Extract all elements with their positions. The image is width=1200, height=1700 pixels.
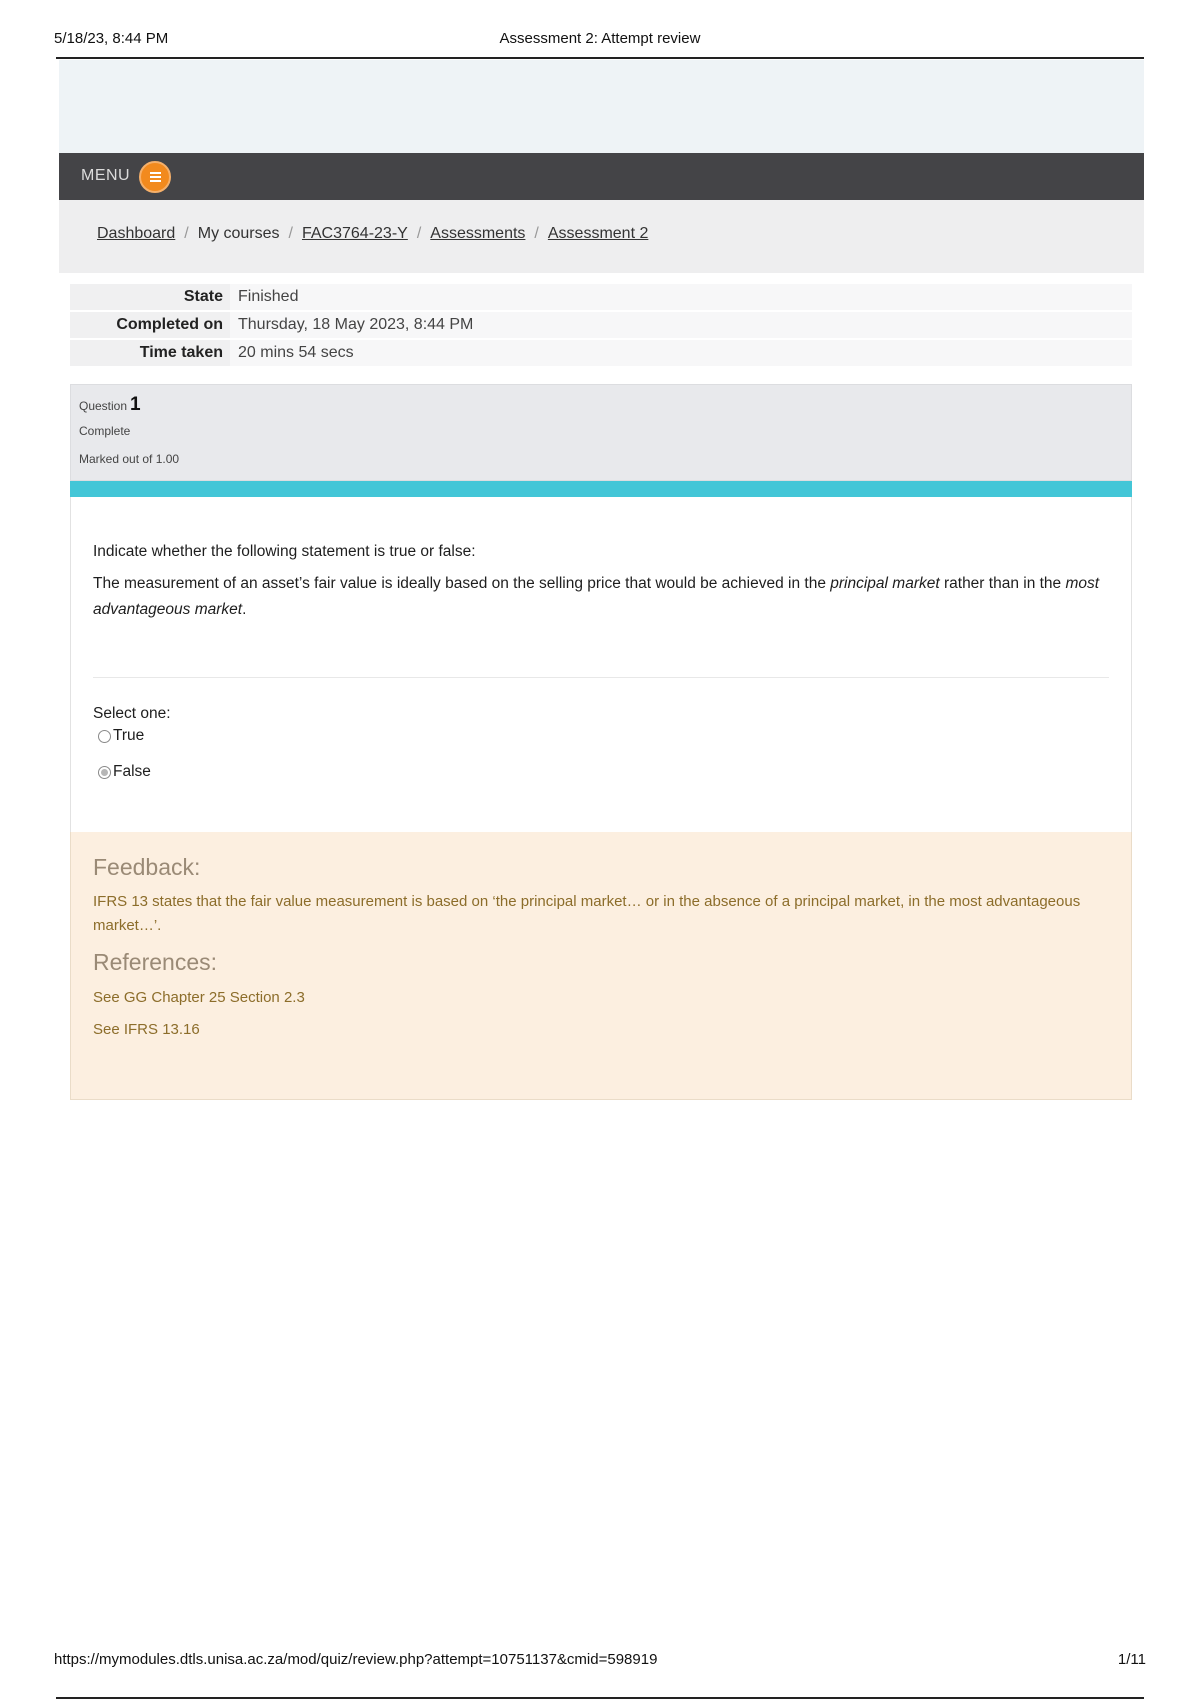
summary-label: State xyxy=(70,284,230,310)
question-statement: The measurement of an asset’s fair value is ideally based on the selling price that would be achieved in the principal market rather than in the most advantageous market. xyxy=(93,575,1100,618)
summary-value: Finished xyxy=(230,284,1132,310)
breadcrumb-separator: / xyxy=(534,225,539,242)
reference-item: See IFRS 13.16 xyxy=(93,1021,200,1038)
breadcrumb-separator: / xyxy=(288,225,293,242)
option-label: False xyxy=(113,763,151,780)
question-accent-bar xyxy=(70,481,1132,497)
summary-row-state xyxy=(70,284,1132,310)
reference-item: See GG Chapter 25 Section 2.3 xyxy=(93,989,305,1006)
feedback-heading: Feedback: xyxy=(93,854,201,880)
footer-rule xyxy=(56,1697,1144,1699)
breadcrumb-assessment-2[interactable]: Assessment 2 xyxy=(547,225,649,242)
print-header xyxy=(54,30,1146,52)
header-rule xyxy=(56,57,1144,59)
summary-row-completed-on xyxy=(70,312,1132,338)
question-number xyxy=(79,394,141,416)
breadcrumb-dashboard[interactable]: Dashboard xyxy=(97,225,176,242)
summary-value: 20 mins 54 secs xyxy=(230,340,1132,366)
print-title: Assessment 2: Attempt review xyxy=(499,30,701,47)
print-date: 5/18/23, 8:44 PM xyxy=(54,30,169,47)
option-false[interactable] xyxy=(98,763,151,781)
radio-true[interactable] xyxy=(98,730,111,743)
question-grade: Marked out of 1.00 xyxy=(79,452,180,466)
summary-label: Time taken xyxy=(70,340,230,366)
option-label: True xyxy=(113,727,145,744)
question-formulation xyxy=(70,497,1132,832)
question-info xyxy=(70,384,1132,481)
hamburger-icon[interactable] xyxy=(139,161,171,193)
radio-false[interactable] xyxy=(98,766,111,779)
menu-label[interactable]: MENU xyxy=(81,167,131,184)
references-heading: References: xyxy=(93,949,218,975)
breadcrumb xyxy=(59,200,1144,273)
question-number-value: 1 xyxy=(130,394,141,415)
summary-label: Completed on xyxy=(70,312,230,338)
select-prompt: Select one: xyxy=(93,705,171,722)
question-label: Question xyxy=(79,399,128,413)
page-number: 1/11 xyxy=(1117,1651,1146,1668)
site-banner xyxy=(59,60,1144,153)
divider xyxy=(93,677,1109,678)
breadcrumb-my-courses[interactable]: My courses xyxy=(197,225,280,242)
option-true[interactable] xyxy=(98,727,144,745)
summary-row-time-taken xyxy=(70,340,1132,366)
menu-bar xyxy=(59,153,1144,200)
print-footer xyxy=(54,1651,1146,1671)
question-intro: Indicate whether the following statement is true or false: xyxy=(93,543,476,560)
feedback-text: IFRS 13 states that the fair value measurement is based on ‘the principal market… or in the absence of a principal market, in the most advantageous market…’. xyxy=(93,893,1081,934)
feedback-panel xyxy=(70,832,1132,1100)
breadcrumb-assessments[interactable]: Assessments xyxy=(430,225,526,242)
question-text xyxy=(93,539,1103,629)
breadcrumb-course[interactable]: FAC3764-23-Y xyxy=(301,225,408,242)
question-state: Complete xyxy=(79,424,131,438)
breadcrumb-separator: / xyxy=(184,225,189,242)
attempt-summary xyxy=(70,284,1132,368)
summary-value: Thursday, 18 May 2023, 8:44 PM xyxy=(230,312,1132,338)
print-url: https://mymodules.dtls.unisa.ac.za/mod/quiz/review.php?attempt=10751137&cmid=598919 xyxy=(54,1651,658,1668)
breadcrumb-separator: / xyxy=(416,225,422,242)
